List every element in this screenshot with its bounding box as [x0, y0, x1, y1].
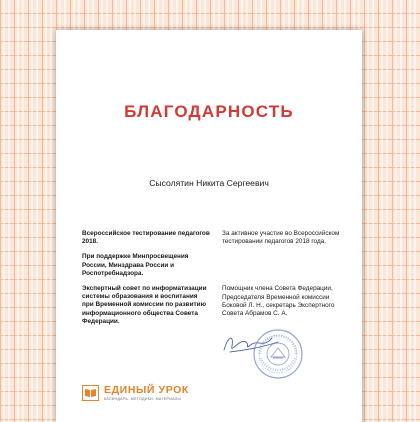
recipient-name: Сысолятин Никита Сергеевич — [149, 178, 269, 188]
event-name: Всероссийское тестирование педагогов 2018. — [82, 230, 210, 246]
seal-icon — [252, 328, 304, 380]
logo-tagline: КАЛЕНДАРЬ, МЕТОДИКИ, МАТЕРИАЛЫ — [104, 397, 182, 401]
council-text: Экспертный совет по информатизации системы образования и воспитания при Временной комиссии по развитию информационного общества Совета Федерации. — [82, 285, 207, 325]
signer-text: Помощник члена Совета Федерации, Председателя Временной комиссии Боковой Л. Н., секретарь Экспертного Совета Абрамов С. А. — [222, 285, 335, 318]
open-book-icon — [82, 385, 99, 401]
support-text: При поддержке Минпросвещения России, Минздрава России и Роспотребнадзора. — [82, 253, 189, 277]
logo-name: ЕДИНЫЙ УРОК — [104, 384, 189, 396]
certificate-sheet — [56, 30, 362, 422]
edinyi-urok-logo — [82, 384, 232, 406]
left-column — [82, 230, 210, 333]
certificate-title: БЛАГОДАРНОСТЬ — [124, 102, 294, 121]
reason-text: За активное участие во Всероссийском тестировании педагогов 2018 года. — [222, 230, 340, 246]
right-column — [222, 230, 352, 325]
